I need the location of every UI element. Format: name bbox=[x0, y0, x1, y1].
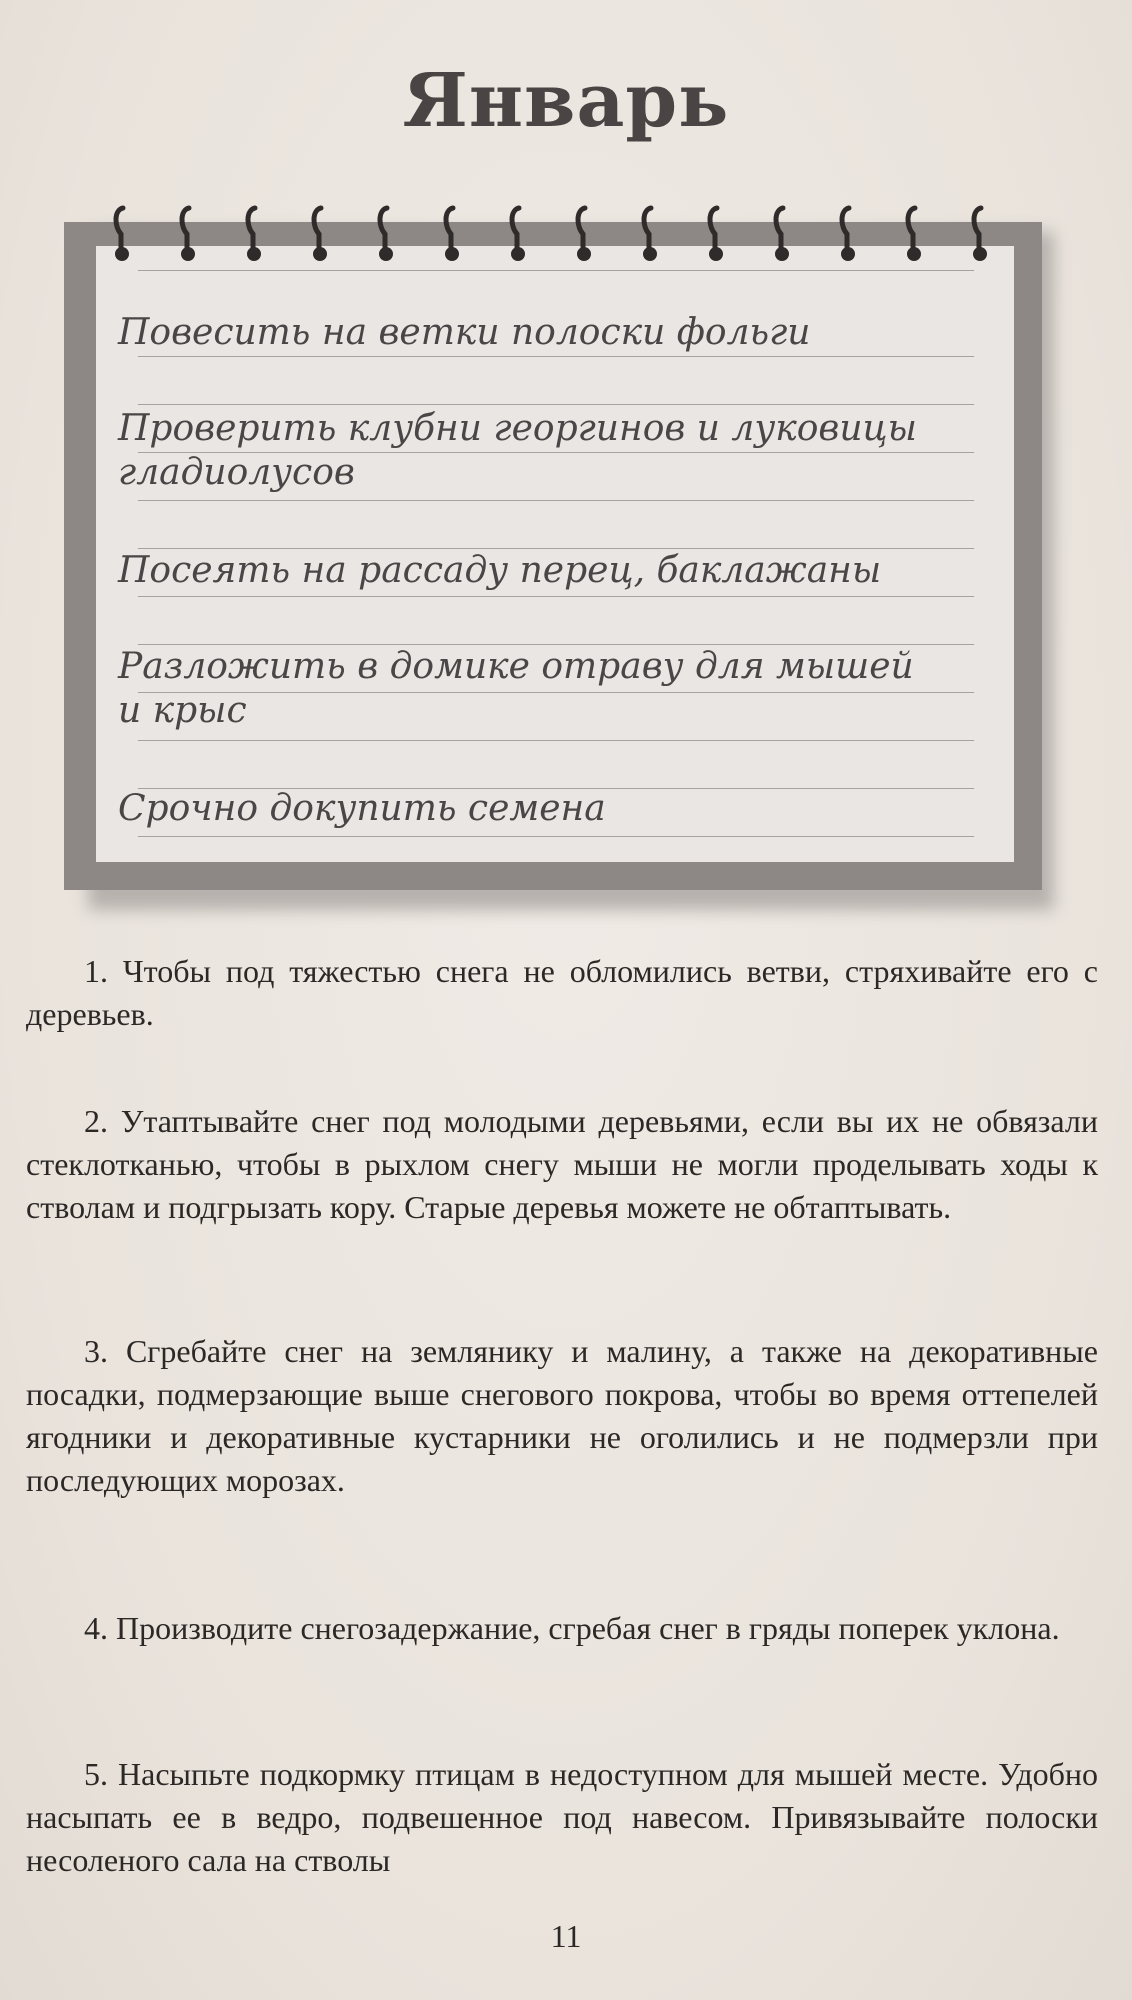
notepad-rule bbox=[138, 836, 974, 837]
spiral-ring-icon bbox=[442, 204, 464, 264]
spiral-ring-icon bbox=[904, 204, 926, 264]
spiral-ring-icon bbox=[376, 204, 398, 264]
page-number: 11 bbox=[550, 1918, 582, 1954]
notepad-rule bbox=[138, 356, 974, 357]
notepad-rule bbox=[138, 740, 974, 741]
note-line: Проверить клубни георгинов и луковицы bbox=[118, 408, 917, 449]
spiral-ring-icon bbox=[706, 204, 728, 264]
notepad-rule bbox=[138, 596, 974, 597]
note-line: Срочно докупить семена bbox=[118, 788, 606, 829]
note-line: Разложить в домике отраву для мышей bbox=[118, 646, 914, 687]
spiral-ring-icon bbox=[574, 204, 596, 264]
spiral-binding bbox=[112, 204, 1012, 264]
paragraph bbox=[26, 950, 1098, 1036]
note-line: Посеять на рассаду перец, баклажаны bbox=[118, 550, 882, 591]
spiral-ring-icon bbox=[640, 204, 662, 264]
spiral-ring-icon bbox=[112, 204, 134, 264]
spiral-ring-icon bbox=[838, 204, 860, 264]
note-line: Повесить на ветки полоски фольги bbox=[118, 312, 811, 353]
spiral-ring-icon bbox=[244, 204, 266, 264]
note-line: и крыс bbox=[118, 690, 247, 731]
paragraph-text: 5. Насыпьте подкормку птицам в недоступном для мышей месте. Удобно насыпать ее в ведро, подвешенное под навесом. Привязывайте полоски несоленого сала на стволы bbox=[26, 1756, 1098, 1878]
paragraph bbox=[26, 1607, 1098, 1650]
notepad-rule bbox=[138, 500, 974, 501]
spiral-ring-icon bbox=[772, 204, 794, 264]
paragraph bbox=[26, 1100, 1098, 1229]
paragraph bbox=[26, 1330, 1098, 1502]
spiral-ring-icon bbox=[178, 204, 200, 264]
notepad-rule bbox=[138, 270, 974, 271]
paragraph-text: 3. Сгребайте снег на землянику и малину, а также на декоративные посадки, подмерзающие выше снегового покрова, чтобы во время оттепелей ягодники и декоративные кустарники не оголились и не подмерзли при последующих морозах. bbox=[26, 1333, 1098, 1498]
notepad-rule bbox=[138, 404, 974, 405]
paragraph-text: 2. Утаптывайте снег под молодыми деревьями, если вы их не обвязали стеклотканью, чтобы в рыхлом снегу мыши не могли проделывать ходы к стволам и подгрызать кору. Старые деревья можете не обтаптывать. bbox=[26, 1103, 1098, 1225]
spiral-ring-icon bbox=[508, 204, 530, 264]
spiral-ring-icon bbox=[310, 204, 332, 264]
note-line: гладиолусов bbox=[118, 452, 355, 493]
spiral-ring-icon bbox=[970, 204, 992, 264]
notepad bbox=[96, 246, 1014, 862]
paragraph-text: 1. Чтобы под тяжестью снега не обломились ветви, стряхивайте его с деревьев. bbox=[26, 953, 1098, 1032]
page-title: Январь bbox=[402, 58, 730, 144]
paragraph bbox=[26, 1753, 1098, 1882]
paragraph-text: 4. Производите снегозадержание, сгребая снег в гряды поперек уклона. bbox=[84, 1610, 1060, 1646]
